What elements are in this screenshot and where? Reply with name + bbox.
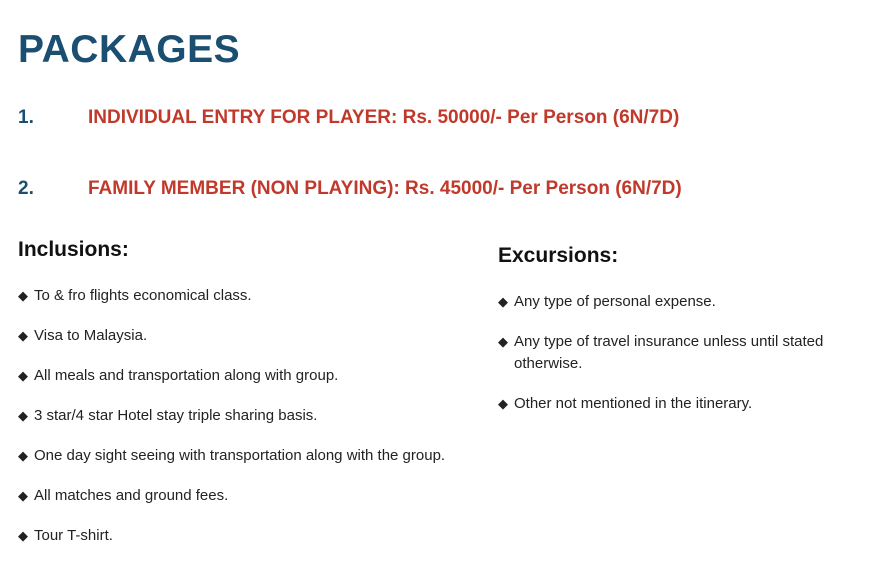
diamond-bullet-icon: ◆ <box>498 294 508 309</box>
list-item: ◆ One day sight seeing with transportation along with the group. <box>18 445 498 467</box>
package-number: 2. <box>18 178 34 199</box>
diamond-bullet-icon: ◆ <box>18 488 28 503</box>
excursions-list <box>498 291 868 433</box>
diamond-bullet-icon: ◆ <box>498 334 508 349</box>
list-item: ◆ Visa to Malaysia. <box>18 325 498 347</box>
list-item: ◆ All matches and ground fees. <box>18 485 498 507</box>
package-description: FAMILY MEMBER (NON PLAYING): Rs. 45000/- Per Person (6N/7D) <box>88 178 682 199</box>
diamond-bullet-icon: ◆ <box>18 448 28 463</box>
list-item: ◆ Tour T-shirt. <box>18 525 498 547</box>
list-item: ◆ Any type of personal expense. <box>498 291 868 313</box>
package-description: INDIVIDUAL ENTRY FOR PLAYER: Rs. 50000/- Per Person (6N/7D) <box>88 107 680 128</box>
diamond-bullet-icon: ◆ <box>498 396 508 411</box>
diamond-bullet-icon: ◆ <box>18 408 28 423</box>
package-item-1 <box>18 107 679 129</box>
package-number: 1. <box>18 107 34 128</box>
page-title: PACKAGES <box>18 28 241 71</box>
package-item-2 <box>18 178 682 200</box>
diamond-bullet-icon: ◆ <box>18 328 28 343</box>
diamond-bullet-icon: ◆ <box>18 368 28 383</box>
list-item: ◆ 3 star/4 star Hotel stay triple sharing basis. <box>18 405 498 427</box>
inclusions-list <box>18 285 498 565</box>
diamond-bullet-icon: ◆ <box>18 528 28 543</box>
diamond-bullet-icon: ◆ <box>18 288 28 303</box>
list-item: ◆ To & fro flights economical class. <box>18 285 498 307</box>
list-item: ◆ All meals and transportation along with group. <box>18 365 498 387</box>
list-item: ◆ Other not mentioned in the itinerary. <box>498 393 868 415</box>
excursions-heading: Excursions: <box>498 244 619 267</box>
list-item: ◆ Any type of travel insurance unless until stated otherwise. <box>498 333 824 372</box>
inclusions-heading: Inclusions: <box>18 238 129 261</box>
